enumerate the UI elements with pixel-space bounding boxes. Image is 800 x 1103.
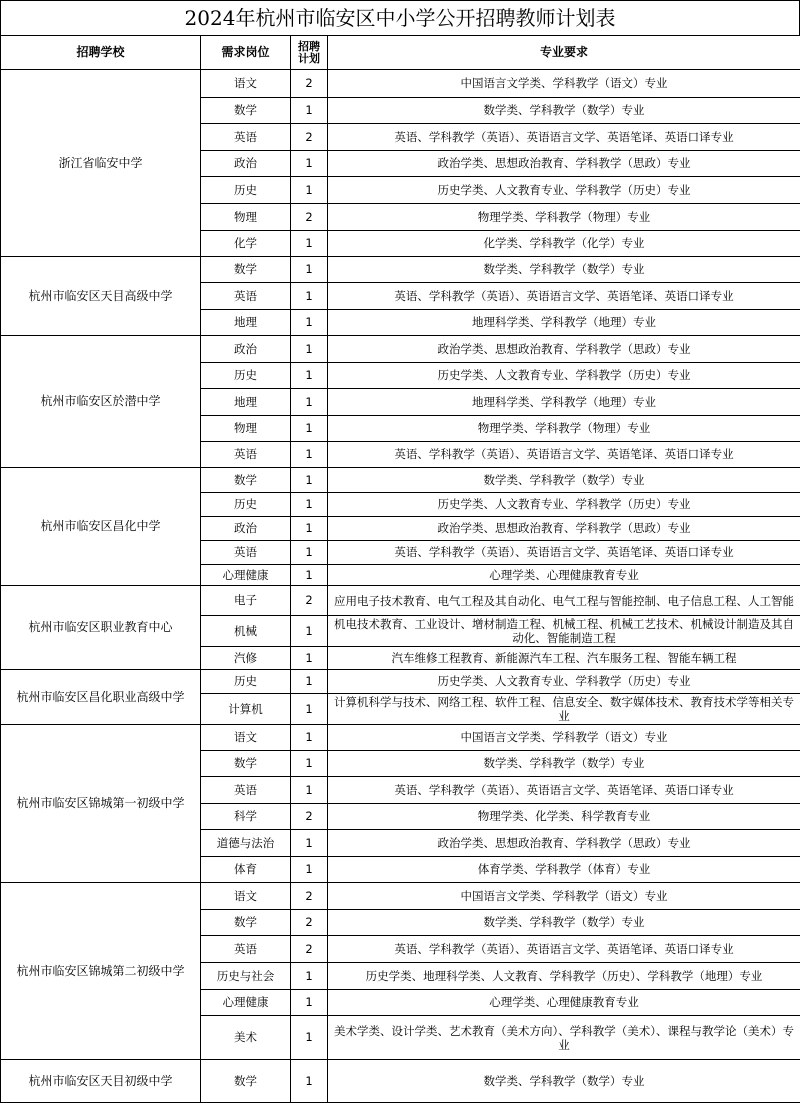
position-cell: 政治 — [201, 517, 291, 541]
position-cell: 物理 — [201, 416, 291, 442]
major-requirement-cell: 心理学类、心理健康教育专业 — [328, 990, 800, 1016]
plan-count-cell: 2 — [291, 70, 328, 98]
table-row — [1, 70, 800, 98]
plan-count-cell: 1 — [291, 177, 328, 204]
position-cell: 心理健康 — [201, 565, 291, 586]
position-cell: 英语 — [201, 541, 291, 565]
plan-count-cell: 2 — [291, 124, 328, 151]
plan-count-cell: 1 — [291, 1016, 328, 1060]
major-requirement-cell: 历史学类、地理科学类、人文教育、学科教学（历史）、学科教学（地理）专业 — [328, 963, 800, 990]
major-requirement-cell: 中国语言文学类、学科教学（语文）专业 — [328, 883, 800, 910]
major-requirement-cell: 政治学类、思想政治教育、学科教学（思政）专业 — [328, 336, 800, 363]
school-name-cell: 杭州市临安区职业教育中心 — [1, 586, 201, 670]
position-cell: 英语 — [201, 283, 291, 310]
major-requirement-cell: 历史学类、人文教育专业、学科教学（历史）专业 — [328, 177, 800, 204]
plan-count-cell: 1 — [291, 416, 328, 442]
position-cell: 数学 — [201, 468, 291, 493]
major-requirement-cell: 体育学类、学科教学（体育）专业 — [328, 857, 800, 883]
plan-count-cell: 2 — [291, 586, 328, 616]
plan-count-cell: 1 — [291, 442, 328, 468]
plan-count-cell: 1 — [291, 151, 328, 177]
plan-count-cell: 1 — [291, 336, 328, 363]
plan-count-cell: 2 — [291, 883, 328, 910]
major-requirement-cell: 历史学类、人文教育专业、学科教学（历史）专业 — [328, 670, 800, 694]
plan-count-cell: 1 — [291, 830, 328, 857]
major-requirement-cell: 物理学类、学科教学（物理）专业 — [328, 416, 800, 442]
school-name-cell: 杭州市临安区於潜中学 — [1, 336, 201, 468]
table-row — [1, 586, 800, 616]
position-cell: 数学 — [201, 910, 291, 936]
plan-count-cell: 2 — [291, 910, 328, 936]
major-requirement-cell: 数学类、学科教学（数学）专业 — [328, 468, 800, 493]
major-requirement-cell: 计算机科学与技术、网络工程、软件工程、信息安全、数字媒体技术、教育技术学等相关专业 — [328, 694, 800, 725]
plan-count-cell: 1 — [291, 777, 328, 804]
plan-count-cell: 1 — [291, 493, 328, 517]
position-cell: 数学 — [201, 98, 291, 124]
plan-count-cell: 1 — [291, 963, 328, 990]
major-requirement-cell: 化学类、学科教学（化学）专业 — [328, 231, 800, 257]
major-requirement-cell: 汽车维修工程教育、新能源汽车工程、汽车服务工程、智能车辆工程 — [328, 647, 800, 670]
position-cell: 历史 — [201, 670, 291, 694]
major-requirement-cell: 数学类、学科教学（数学）专业 — [328, 1060, 800, 1103]
plan-count-cell: 1 — [291, 647, 328, 670]
position-cell: 化学 — [201, 231, 291, 257]
major-requirement-cell: 地理科学类、学科教学（地理）专业 — [328, 389, 800, 416]
table-row — [1, 336, 800, 363]
header-plan: 招聘计划 — [291, 36, 328, 70]
table-row — [1, 670, 800, 694]
position-cell: 数学 — [201, 257, 291, 283]
major-requirement-cell: 英语、学科教学（英语）、英语语言文学、英语笔译、英语口译专业 — [328, 124, 800, 151]
school-name-cell: 杭州市临安区昌化中学 — [1, 468, 201, 586]
position-cell: 数学 — [201, 751, 291, 777]
major-requirement-cell: 数学类、学科教学（数学）专业 — [328, 910, 800, 936]
position-cell: 政治 — [201, 151, 291, 177]
major-requirement-cell: 中国语言文学类、学科教学（语文）专业 — [328, 725, 800, 751]
position-cell: 历史 — [201, 363, 291, 389]
plan-count-cell: 2 — [291, 804, 328, 830]
table-row — [1, 725, 800, 751]
position-cell: 科学 — [201, 804, 291, 830]
position-cell: 心理健康 — [201, 990, 291, 1016]
position-cell: 政治 — [201, 336, 291, 363]
header-major: 专业要求 — [328, 36, 800, 70]
major-requirement-cell: 应用电子技术教育、电气工程及其自动化、电气工程与智能控制、电子信息工程、人工智能 — [328, 586, 800, 616]
position-cell: 道德与法治 — [201, 830, 291, 857]
position-cell: 体育 — [201, 857, 291, 883]
major-requirement-cell: 历史学类、人文教育专业、学科教学（历史）专业 — [328, 493, 800, 517]
position-cell: 英语 — [201, 124, 291, 151]
major-requirement-cell: 心理学类、心理健康教育专业 — [328, 565, 800, 586]
table-row — [1, 883, 800, 910]
position-cell: 物理 — [201, 204, 291, 231]
plan-count-cell: 1 — [291, 257, 328, 283]
table-row — [1, 1060, 800, 1103]
position-cell: 英语 — [201, 442, 291, 468]
position-cell: 机械 — [201, 616, 291, 647]
major-requirement-cell: 地理科学类、学科教学（地理）专业 — [328, 310, 800, 336]
position-cell: 汽修 — [201, 647, 291, 670]
position-cell: 美术 — [201, 1016, 291, 1060]
plan-count-cell: 1 — [291, 1060, 328, 1103]
table-body — [1, 70, 800, 1103]
school-name-cell: 杭州市临安区天目高级中学 — [1, 257, 201, 336]
position-cell: 历史与社会 — [201, 963, 291, 990]
plan-count-cell: 1 — [291, 565, 328, 586]
major-requirement-cell: 物理学类、化学类、科学教育专业 — [328, 804, 800, 830]
position-cell: 地理 — [201, 310, 291, 336]
major-requirement-cell: 政治学类、思想政治教育、学科教学（思政）专业 — [328, 151, 800, 177]
plan-count-cell: 1 — [291, 670, 328, 694]
header-position: 需求岗位 — [201, 36, 291, 70]
position-cell: 语文 — [201, 883, 291, 910]
table-header-row — [1, 36, 800, 70]
position-cell: 计算机 — [201, 694, 291, 725]
plan-count-cell: 2 — [291, 936, 328, 963]
header-school: 招聘学校 — [1, 36, 201, 70]
major-requirement-cell: 物理学类、学科教学（物理）专业 — [328, 204, 800, 231]
plan-count-cell: 1 — [291, 616, 328, 647]
major-requirement-cell: 英语、学科教学（英语）、英语语言文学、英语笔译、英语口译专业 — [328, 541, 800, 565]
position-cell: 英语 — [201, 777, 291, 804]
plan-count-cell: 1 — [291, 990, 328, 1016]
position-cell: 数学 — [201, 1060, 291, 1103]
school-name-cell: 杭州市临安区昌化职业高级中学 — [1, 670, 201, 725]
plan-count-cell: 2 — [291, 204, 328, 231]
plan-count-cell: 1 — [291, 389, 328, 416]
plan-count-cell: 1 — [291, 541, 328, 565]
school-name-cell: 杭州市临安区天目初级中学 — [1, 1060, 201, 1103]
plan-count-cell: 1 — [291, 751, 328, 777]
position-cell: 地理 — [201, 389, 291, 416]
page-title: 2024年杭州市临安区中小学公开招聘教师计划表 — [0, 0, 800, 35]
plan-count-cell: 1 — [291, 98, 328, 124]
major-requirement-cell: 数学类、学科教学（数学）专业 — [328, 257, 800, 283]
major-requirement-cell: 英语、学科教学（英语）、英语语言文学、英语笔译、英语口译专业 — [328, 936, 800, 963]
major-requirement-cell: 政治学类、思想政治教育、学科教学（思政）专业 — [328, 830, 800, 857]
plan-count-cell: 1 — [291, 363, 328, 389]
major-requirement-cell: 英语、学科教学（英语）、英语语言文学、英语笔译、英语口译专业 — [328, 777, 800, 804]
major-requirement-cell: 英语、学科教学（英语）、英语语言文学、英语笔译、英语口译专业 — [328, 442, 800, 468]
plan-count-cell: 1 — [291, 231, 328, 257]
recruitment-plan-table — [0, 35, 800, 1103]
table-row — [1, 468, 800, 493]
major-requirement-cell: 政治学类、思想政治教育、学科教学（思政）专业 — [328, 517, 800, 541]
plan-count-cell: 1 — [291, 517, 328, 541]
plan-count-cell: 1 — [291, 310, 328, 336]
plan-count-cell: 1 — [291, 694, 328, 725]
school-name-cell: 杭州市临安区锦城第一初级中学 — [1, 725, 201, 883]
plan-count-cell: 1 — [291, 725, 328, 751]
position-cell: 语文 — [201, 70, 291, 98]
major-requirement-cell: 美术学类、设计学类、艺术教育（美术方向）、学科教学（美术）、课程与教学论（美术）专业 — [328, 1016, 800, 1060]
plan-count-cell: 1 — [291, 857, 328, 883]
position-cell: 历史 — [201, 493, 291, 517]
table-row — [1, 257, 800, 283]
position-cell: 英语 — [201, 936, 291, 963]
major-requirement-cell: 数学类、学科教学（数学）专业 — [328, 751, 800, 777]
school-name-cell: 浙江省临安中学 — [1, 70, 201, 257]
position-cell: 历史 — [201, 177, 291, 204]
school-name-cell: 杭州市临安区锦城第二初级中学 — [1, 883, 201, 1060]
major-requirement-cell: 机电技术教育、工业设计、增材制造工程、机械工程、机械工艺技术、机械设计制造及其自动化、智能制造工程 — [328, 616, 800, 647]
plan-count-cell: 1 — [291, 468, 328, 493]
major-requirement-cell: 历史学类、人文教育专业、学科教学（历史）专业 — [328, 363, 800, 389]
major-requirement-cell: 数学类、学科教学（数学）专业 — [328, 98, 800, 124]
major-requirement-cell: 中国语言文学类、学科教学（语文）专业 — [328, 70, 800, 98]
position-cell: 语文 — [201, 725, 291, 751]
plan-count-cell: 1 — [291, 283, 328, 310]
major-requirement-cell: 英语、学科教学（英语）、英语语言文学、英语笔译、英语口译专业 — [328, 283, 800, 310]
position-cell: 电子 — [201, 586, 291, 616]
